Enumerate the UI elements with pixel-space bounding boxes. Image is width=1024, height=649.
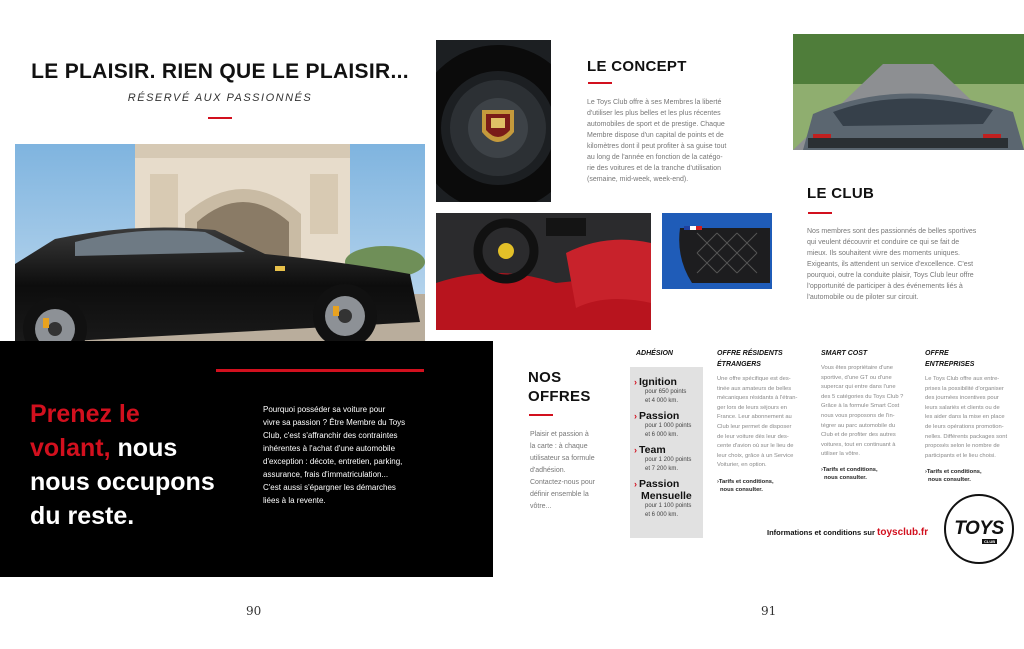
page-title: LE PLAISIR. RIEN QUE LE PLAISIR... (31, 60, 409, 83)
tier-points: pour 1 000 points (645, 423, 692, 429)
tier-name: Passion (639, 478, 680, 490)
tier-name-line-2: Mensuelle (641, 490, 692, 502)
offres-line: la carte : à chaque (530, 443, 588, 450)
entreprises-line: de leurs opérations promotion- (925, 423, 1004, 430)
offres-line: d'adhésion. (530, 467, 566, 474)
concept-line: kilomètres dont il peut profiter à sa guise tout (587, 143, 727, 150)
smart-line: des 5 catégories du Toys Club ? (821, 393, 904, 400)
offres-line: vôtre... (530, 503, 552, 510)
club-paragraph (807, 226, 1022, 303)
tier-name: Ignition (639, 376, 677, 388)
residents-line: leur choix, grâce à un Service (717, 452, 794, 459)
entreprises-line: participants et le lieu choisi. (925, 452, 996, 459)
tier-item (634, 376, 704, 406)
residents-note-line-1: ›Tarifs et conditions, (717, 479, 774, 485)
entreprises-heading (925, 348, 974, 370)
entreprises-line: prises la possibilité d'organiser (925, 385, 1004, 392)
headline-line-2-white: nous (110, 434, 178, 462)
club-line: Exigeants, ils attendent un service d'excellence. C'est (807, 261, 974, 268)
headline-line-3: nous occupons (30, 468, 215, 496)
entreprises-paragraph (925, 375, 1022, 461)
club-line: qui veulent découvrir et conduire ce qui se fait de (807, 239, 960, 246)
smart-line: sportive, d'une GT ou d'une (821, 374, 892, 381)
intro-line: Club, c'est s'affranchir des contraintes (263, 431, 398, 440)
concept-line: (semaine, mid-week, week-end). (587, 176, 689, 183)
entreprises-line: leurs salariés et clients ou de (925, 404, 1000, 411)
concept-line: au long de l'année en fonction de la catégo- (587, 154, 723, 161)
smart-line: tégrer au parc automobile du (821, 422, 896, 429)
offres-divider (529, 414, 553, 416)
intro-line: inhérentes à l'achat d'une automobile (263, 444, 396, 453)
entreprises-note-line-1: ›Tarifs et conditions, (925, 469, 982, 475)
entreprises-line: proposés selon le nombre de (925, 443, 1000, 450)
residents-line: France. Leur abonnement au (717, 414, 792, 421)
offres-line: Plaisir et passion à (530, 431, 589, 438)
concept-paragraph (587, 97, 767, 185)
concept-line: d'utiliser les plus belles et les plus récentes (587, 110, 721, 117)
tier-name: Team (639, 444, 666, 456)
concept-line: Membre dispose d'un capital de points et de (587, 132, 724, 139)
entreprises-heading-line-1: OFFRE (925, 350, 949, 357)
concept-title: LE CONCEPT (587, 58, 687, 75)
page-subtitle: RÉSERVÉ AUX PASSIONNÉS (127, 92, 313, 104)
entreprises-note (925, 468, 982, 484)
offres-title-line-1: NOS (528, 369, 562, 386)
club-title: LE CLUB (807, 185, 875, 202)
entreprises-line: Le Toys Club offre aux entre- (925, 376, 1000, 382)
tier-item (634, 444, 704, 474)
smart-line: supercar qui entre dans l'une (821, 384, 896, 391)
toys-club-logo (944, 494, 1014, 564)
smart-line: voitures, tout en continuant à (821, 441, 896, 448)
offres-title-line-2: OFFRES (528, 388, 591, 405)
smart-line: Vous êtes propriétaire d'une (821, 365, 894, 371)
intro-line: assurance, frais d'immatriculation... (263, 470, 389, 479)
photo-red-interior (436, 213, 651, 330)
tier-points: pour 1 200 points (645, 457, 692, 463)
residents-line: de leur voiture dès leur des- (717, 433, 789, 440)
offres-paragraph (530, 429, 615, 513)
smart-note (821, 466, 878, 482)
entreprises-heading-line-2: ENTREPRISES (925, 361, 975, 368)
logo-subtext: CLUB (984, 539, 996, 544)
tier-km: et 7 200 km. (645, 466, 679, 472)
page-number-left: 90 (246, 604, 262, 618)
concept-line: Le Toys Club offre à ses Membres la liberté (587, 99, 722, 106)
residents-line: mécaniques résidants à l'étran- (717, 395, 798, 402)
offres-line: Contactez-nous pour (530, 479, 595, 486)
headline-line-1: Prenez le (30, 400, 140, 428)
offres-line: définir ensemble la (530, 491, 589, 498)
club-line: mieux. Ils souhaitent vivre des moments uniques. (807, 250, 960, 257)
logo-text: TOYS (954, 518, 1004, 539)
intro-paragraph (263, 403, 443, 507)
offres-title (528, 368, 591, 406)
residents-line: Club leur permet de disposer (717, 423, 792, 430)
photo-ferrari-arc-de-triomphe (15, 144, 425, 374)
offres-line: utilisateur sa formule (530, 455, 595, 462)
chevron-right-icon: › (634, 445, 637, 455)
tier-km: et 6 000 km. (645, 512, 679, 518)
headline (30, 397, 250, 533)
residents-heading (717, 348, 783, 370)
concept-line: rie des voitures et de la tranche d'utilisation (587, 165, 722, 172)
residents-heading-line-2: ÉTRANGERS (717, 361, 761, 368)
entreprises-line: des journées incentives pour (925, 395, 999, 402)
entreprises-note-line-2: nous consulter. (928, 477, 971, 483)
smart-line: utiliser la vôtre. (821, 451, 860, 458)
smart-note-line-1: ›Tarifs et conditions, (821, 467, 878, 473)
residents-paragraph (717, 375, 809, 471)
residents-note-line-2: nous consulter. (720, 487, 763, 493)
intro-line: d'exception : décote, entretien, parking, (263, 457, 403, 466)
contact-info (767, 527, 928, 538)
residents-heading-line-1: OFFRE RÉSIDENTS (717, 350, 783, 357)
smart-line: nous vous proposons de l'in- (821, 412, 895, 419)
concept-divider (588, 82, 612, 84)
residents-note (717, 478, 774, 494)
photo-convertible-road (793, 34, 1024, 150)
intro-line: C'est aussi s'épargner les démarches (263, 483, 396, 492)
smart-paragraph (821, 364, 913, 460)
tier-item (634, 410, 704, 440)
contact-info-text: Informations et conditions sur (767, 528, 878, 537)
title-divider (208, 117, 232, 119)
tier-km: et 4 000 km. (645, 398, 679, 404)
website-link[interactable]: toysclub.fr (877, 527, 929, 538)
tier-points: pour 1 100 points (645, 503, 692, 509)
residents-line: cente d'avion où sur le lieu de (717, 443, 794, 450)
headline-line-4: du reste. (30, 502, 135, 530)
smart-line: Grâce à la formule Smart Cost (821, 403, 900, 410)
smart-line: Club et de profiter des autres (821, 432, 896, 439)
entreprises-line: nelles. Différents packages sont (925, 433, 1008, 440)
chevron-right-icon: › (634, 479, 637, 489)
residents-line: Une offre spécifique est des- (717, 376, 791, 382)
residents-line: tinée aux amateurs de belles (717, 385, 792, 392)
club-line: pourquoi, outre la conduite plaisir, Toys Club leur offre (807, 272, 974, 279)
tier-item (634, 478, 704, 520)
concept-line: automobiles de sport et de prestige. Chaque (587, 121, 725, 128)
tier-list (634, 376, 704, 520)
adhesion-heading: ADHÉSION (636, 350, 673, 357)
headline-line-2-red: volant, (30, 434, 111, 462)
photo-quilted-seat (662, 213, 772, 289)
club-divider (808, 212, 832, 214)
smart-heading: SMART COST (821, 350, 868, 357)
tier-name: Passion (639, 410, 680, 422)
entreprises-line: les aider dans la mise en place (925, 414, 1005, 421)
smart-note-line-2: nous consulter. (824, 475, 867, 481)
page-number-right: 91 (761, 604, 777, 618)
club-line: l'opportunité de participer à des événements liés à (807, 283, 963, 290)
chevron-right-icon: › (634, 411, 637, 421)
residents-line: ger lors de leurs séjours en (717, 404, 787, 411)
residents-line: Voiturier, en option. (717, 462, 767, 469)
photo-steering-wheel (436, 40, 551, 202)
intro-line: vivre sa passion ? Être Membre du Toys (263, 418, 406, 427)
intro-line: liées à la revente. (263, 496, 326, 505)
intro-line: Pourquoi posséder sa voiture pour (263, 405, 386, 414)
panel-red-stripe (216, 369, 424, 372)
tier-points: pour 650 points (645, 389, 687, 395)
tier-km: et 6 000 km. (645, 432, 679, 438)
club-line: Nos membres sont des passionnés de belles sportives (807, 228, 977, 235)
chevron-right-icon: › (634, 377, 637, 387)
club-line: l'automobile ou de piloter sur circuit. (807, 294, 919, 301)
